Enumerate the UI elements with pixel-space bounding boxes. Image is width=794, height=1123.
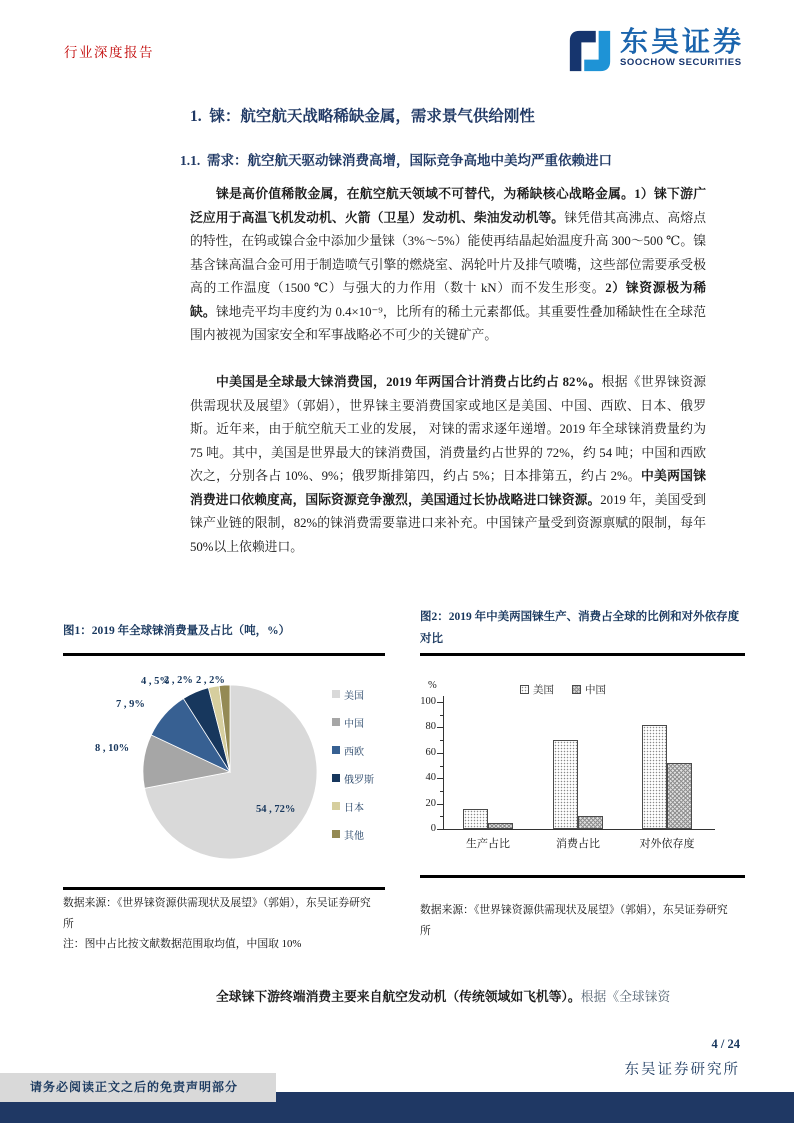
pie-legend-item-5 (332, 826, 374, 842)
footer-disclaimer: 请务必阅读正文之后的免责声明部分 (30, 1080, 239, 1094)
pie-chart (63, 660, 385, 880)
pie-label-0: 54 , 72% (256, 804, 296, 815)
paragraph-1 (190, 183, 706, 348)
y-tick-major (437, 804, 443, 805)
text-segment: 2019 年，美国受到铼产业链的限制，82%的铼消费需要靠进口来补充。中国铼产量受到资源禀赋的限制，每年 50%以上依赖进口。 (190, 492, 707, 554)
footer-disclaimer-box (0, 1073, 276, 1102)
legend-swatch (332, 690, 340, 698)
y-tick-major (437, 829, 443, 830)
legend-label: 俄罗斯 (344, 774, 374, 786)
section-heading: 1. 铼：航空航天战略稀缺金属，需求景气供给刚性 (190, 108, 535, 125)
legend-swatch (332, 718, 340, 726)
legend-label: 美国 (533, 685, 554, 696)
x-category-label: 消费占比 (556, 838, 600, 850)
bar-中国-1 (578, 816, 603, 829)
pie-label-5: 2 , 2% (196, 675, 225, 686)
legend-label: 其他 (344, 830, 364, 842)
figure-2-title-rule (420, 653, 745, 656)
bar-美国-0 (463, 809, 488, 829)
figure-1-bottom-rule (63, 887, 385, 890)
report-type-label: 行业深度报告 (64, 45, 154, 60)
legend-swatch (332, 774, 340, 782)
y-tick-major (437, 778, 443, 779)
y-tick-minor (440, 766, 443, 767)
legend-label: 日本 (344, 802, 364, 814)
soochow-logo (566, 27, 744, 75)
figure-1-title: 图1：2019 年全球铼消费量及占比（吨，%） (63, 625, 291, 637)
bar-legend-item-0 (520, 682, 554, 697)
pie-legend-item-3 (332, 770, 374, 786)
bar-legend-item-1 (572, 682, 606, 697)
figure-2-source (420, 900, 738, 941)
x-category-label: 生产占比 (466, 838, 510, 850)
y-tick-minor (440, 816, 443, 817)
pie-legend (332, 686, 374, 854)
logo-en-text: SOOCHOW SECURITIES (620, 57, 742, 68)
y-axis (443, 696, 444, 830)
subsection-heading: 1.1. 需求：航空航天驱动铼消费高增，国际竞争高地中美均严重依赖进口 (180, 153, 612, 168)
paragraph-2 (190, 371, 706, 559)
footer-institute: 东吴证券研究所 (624, 1062, 740, 1078)
figure-1-note-line: 注：图中占比按文献数据范围取均值，中国取 10% (63, 938, 302, 950)
y-tick-major (437, 702, 443, 703)
bar-美国-2 (642, 725, 667, 829)
legend-swatch (332, 802, 340, 810)
y-tick-label: 40 (425, 772, 436, 784)
text-segment: 铼地壳平均丰度约为 0.4×10⁻⁹，比所有的稀土元素都低。其重要性叠加稀缺性在全球范围内被视为国家安全和军事战略必不可少的关键矿产。 (190, 304, 706, 342)
figure-2-title: 图2：2019 年中美两国铼生产、消费占全球的比例和对外依存度对比 (420, 611, 740, 645)
y-tick-label: 80 (425, 721, 436, 733)
text-segment: 铼是高价值稀散金属，在航空航天领域不可替代，为稀缺核心战略金属。1）铼下游广泛应用于高温飞机发动机、火箭（卫星）发动机、柴油发动机等。 (190, 187, 706, 225)
y-tick-minor (440, 791, 443, 792)
pie-legend-item-4 (332, 798, 374, 814)
text-segment: 根据《世界铼资源供需现状及展望》（郭娟），世界铼主要消费国家或地区是美国、中国、西欧、日本、俄罗斯。近年来，由于航空航天工业的发展， 对铼的需求逐年递增。2019 年全球铼消费量约为 75 吨。其中，美国是世界最大的铼消费国，消费量约占世界的 72%，约 54 吨；中国和西欧次之，分别各占 10%、9%；俄罗斯排第四，约占 5%；日本排第五，约占 2%。 (190, 375, 707, 483)
figure-1-source (63, 893, 375, 955)
legend-label: 美国 (344, 690, 364, 702)
text-segment: 中美两国铼消费进口依赖度高，国际资源竞争激烈，美国通过长协战略进口铼资源。 (190, 469, 707, 507)
x-axis (443, 829, 715, 830)
figure-1-title-rule (63, 653, 385, 656)
bar-美国-1 (553, 740, 578, 829)
legend-swatch (572, 685, 581, 694)
bar-中国-0 (488, 823, 513, 829)
bar-legend (520, 682, 606, 697)
paragraph-3 (190, 986, 710, 1010)
bar-chart (420, 660, 745, 880)
y-tick-minor (440, 740, 443, 741)
x-category-label: 对外依存度 (639, 838, 695, 850)
pie-label-2: 7 , 9% (116, 699, 145, 710)
y-tick-major (437, 753, 443, 754)
footer-page-number: 4 / 24 (711, 1037, 740, 1051)
pie-label-1: 8 , 10% (95, 743, 130, 754)
y-tick-label: 100 (420, 696, 436, 707)
pie-legend-item-1 (332, 714, 374, 730)
figure-2-bottom-rule (420, 875, 745, 878)
legend-swatch (332, 746, 340, 754)
y-tick-label: 60 (425, 746, 436, 758)
legend-swatch (332, 830, 340, 838)
text-segment: 根据《全球铼资 (580, 990, 671, 1004)
pie-label-4: 2 , 2% (164, 675, 193, 686)
y-tick-minor (440, 715, 443, 716)
text-segment: 全球铼下游终端消费主要来自航空发动机（传统领域如飞机等）。 (216, 990, 581, 1004)
logo-cn-text: 东吴证券 (620, 26, 745, 57)
legend-label: 西欧 (344, 746, 364, 758)
y-axis-unit: % (428, 680, 437, 691)
legend-label: 中国 (344, 718, 364, 730)
pie-label-3: 4 , 5% (141, 676, 170, 687)
y-tick-label: 0 (430, 823, 436, 834)
y-tick-major (437, 727, 443, 728)
bar-中国-2 (667, 763, 692, 829)
figure-2-source-line: 数据来源：《世界铼资源供需现状及展望》（郭娟），东吴证券研究所 (420, 904, 728, 937)
legend-swatch (520, 685, 529, 694)
text-segment: 铼凭借其高沸点、高熔点的特性，在钨或镍合金中添加少量铼（3%～5%）能使再结晶起始温度升高 300～500 ℃。镍基含铼高温合金可用于制造喷气引擎的燃烧室、涡轮叶片及排气喷嘴，这些部位需要承受极高的工作温度（1500 ℃）与强大的力作用（数十 kN）而不发生形变。 (190, 210, 707, 295)
legend-label: 中国 (585, 685, 606, 696)
figure-1-source-line: 数据来源：《世界铼资源供需现状及展望》（郭娟），东吴证券研究所 (63, 897, 371, 930)
pie-legend-item-0 (332, 686, 374, 702)
text-segment: 2）铼资源极为稀缺。 (190, 281, 706, 319)
text-segment: 中美国是全球最大铼消费国，2019 年两国合计消费占比约占 82%。 (216, 375, 602, 389)
soochow-logo-icon (566, 27, 614, 75)
y-tick-label: 20 (425, 797, 436, 809)
pie-legend-item-2 (332, 742, 374, 758)
